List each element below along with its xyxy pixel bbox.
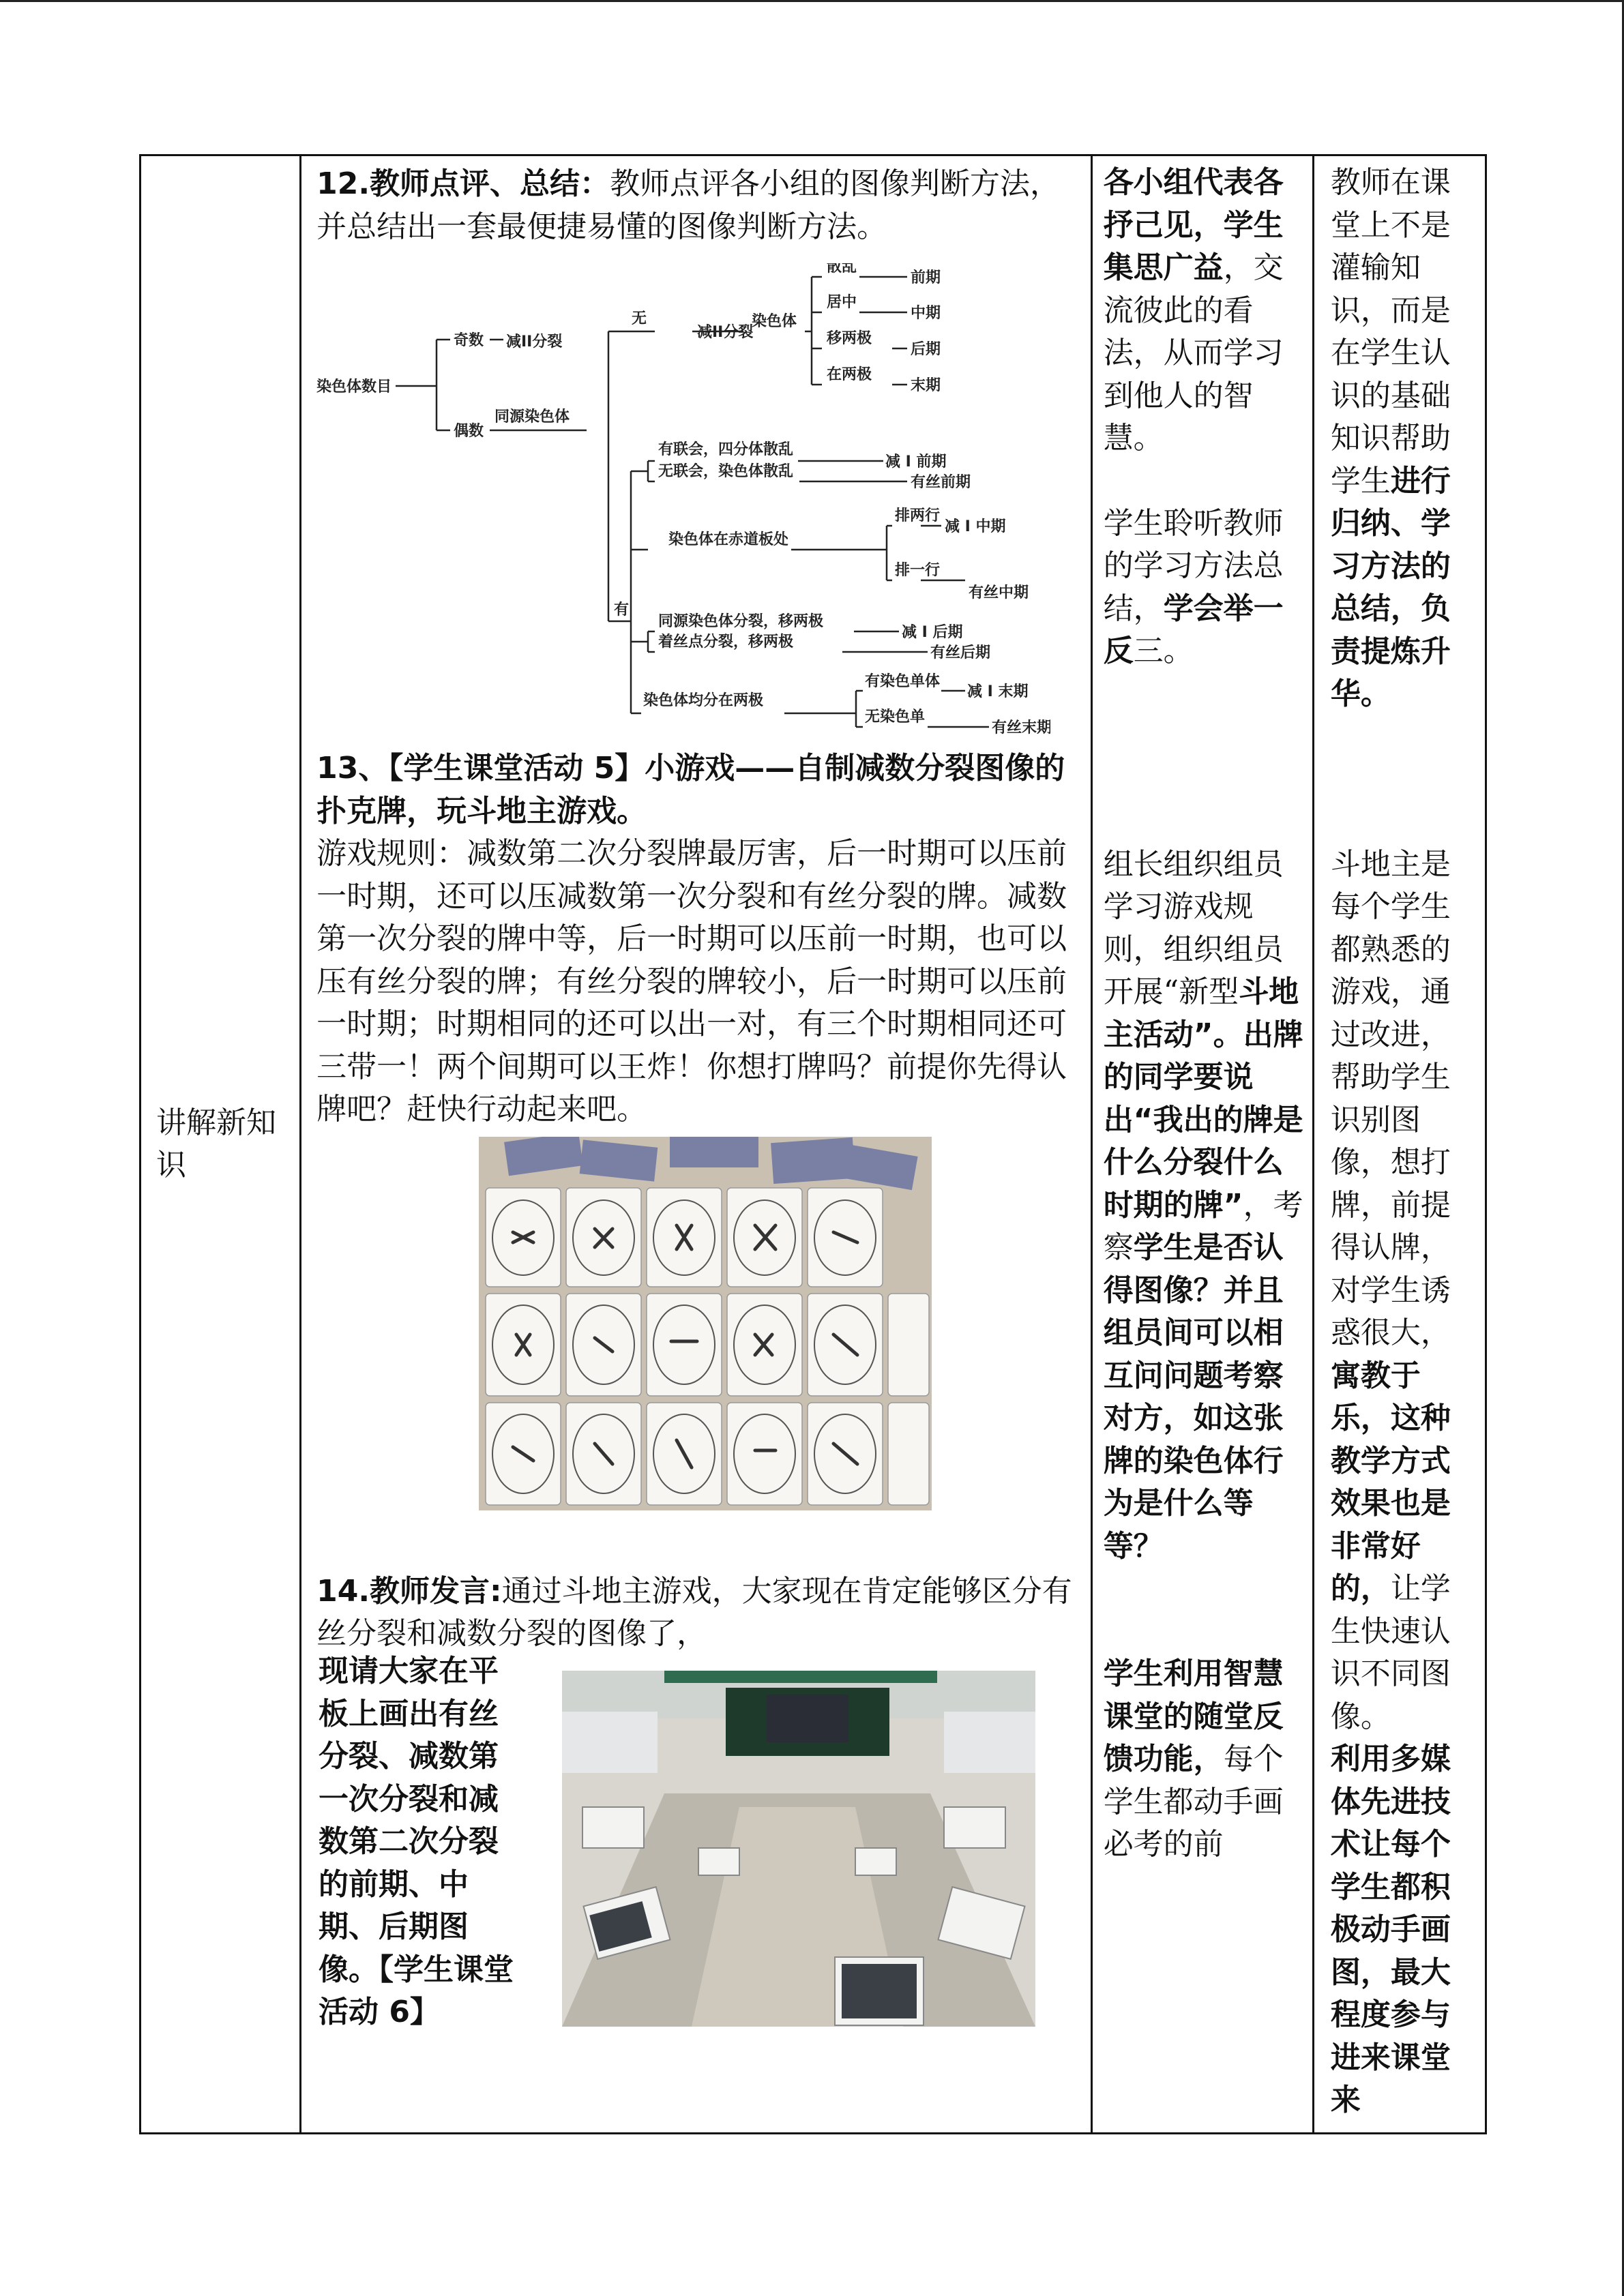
- student-p3-bold2: 学生是否认得图像？并且组员间可以相互问问题考察对方，如这张牌的染色体行为是什么等等？: [1103, 1230, 1284, 1564]
- flow-even: 偶数: [454, 423, 484, 440]
- flow-mit-metaphase: 有丝中期: [969, 584, 1029, 601]
- flow-to-poles: 移两极: [827, 330, 872, 347]
- flow-telophase: 末期: [911, 377, 941, 394]
- flow-root: 染色体数目: [316, 378, 392, 396]
- step14-text: 通过斗地主游戏，大家现在肯定能够区分有丝分裂和减数分裂的图像了，: [316, 1573, 1072, 1651]
- flow-m1-metaphase: 减 I 中期: [945, 518, 1006, 535]
- flow-meiosis2-odd: 减II分裂: [506, 333, 563, 351]
- flow-none: 无: [632, 310, 647, 327]
- step14-title: 14.教师发言:: [316, 1573, 502, 1609]
- step13-title: 【学生课堂活动 5】小游戏——自制减数分裂图像的扑克牌，玩斗地主游戏。: [316, 751, 1065, 829]
- step14-paragraph: [316, 1570, 1081, 1656]
- flow-synapsis: 有联会，四分体散乱: [658, 441, 794, 458]
- flowchart-svg: [314, 263, 1050, 741]
- game-rules: [316, 833, 1081, 1131]
- flow-homolog-sep: 同源染色体分裂，移两极: [658, 613, 824, 630]
- flow-homologous: 同源染色体: [494, 408, 570, 426]
- student-p4-bold: 学生利用智慧课堂的随堂反馈功能，: [1103, 1656, 1284, 1776]
- poker-cards-svg: [479, 1137, 932, 1510]
- flow-no-monad: 无染色单: [865, 709, 926, 726]
- flow-mit-prophase: 有丝前期: [911, 474, 971, 491]
- intent-p2: [1331, 844, 1478, 1739]
- flow-chromosome: 染色体: [752, 313, 797, 330]
- student-p2-end: 三。: [1133, 633, 1194, 668]
- judgment-flowchart: [314, 263, 1050, 741]
- student-p2: [1104, 503, 1304, 673]
- flow-no-synapsis: 无联会，染色体散乱: [658, 463, 794, 480]
- step12-title: 12.教师点评、总结：: [316, 166, 610, 201]
- intent-p2-normal: 斗地主是每个学生都熟悉的游戏，通过改进，帮助学生识别图像，想打牌，前提得认牌，对学生诱惑很大，: [1330, 846, 1451, 1350]
- step12-paragraph: [316, 163, 1081, 248]
- student-p3-bold: 斗地主活动”。出牌的同学要说出“我出的牌是什么分裂什么时期的牌”: [1103, 974, 1303, 1223]
- intent-p2-normal2: 让学生快速认识不同图像。: [1330, 1571, 1451, 1734]
- flow-even-split: 染色体均分在两极: [643, 692, 764, 709]
- student-activity-cell: [1091, 155, 1313, 2134]
- flow-scattered: 散乱: [827, 263, 857, 275]
- flow-center: 居中: [827, 294, 857, 311]
- step13-paragraph: [316, 747, 1081, 833]
- classroom-svg: [562, 1671, 1035, 2027]
- flow-equator: 染色体在赤道板处: [668, 531, 789, 548]
- design-intent-cell: [1313, 155, 1486, 2134]
- student-p1: [1104, 162, 1304, 460]
- intent-p2-bold: 寓教于乐，这种教学方式效果也是非常好的，: [1330, 1358, 1451, 1606]
- flow-anaphase: 后期: [911, 341, 941, 358]
- smart-classroom-photo: [562, 1671, 1035, 2027]
- student-p4-normal: 每个学生都动手画必考的前: [1103, 1742, 1284, 1862]
- flow-metaphase: 中期: [911, 305, 941, 322]
- student-p3-normal2: ，考察: [1103, 1187, 1303, 1265]
- flow-mit-anaphase: 有丝后期: [930, 644, 991, 661]
- stage-cell: [141, 155, 301, 2134]
- flow-two-rows: 排两行: [895, 507, 941, 524]
- flow-centromere-sep: 着丝点分裂，移两极: [658, 633, 794, 651]
- flow-one-row: 排一行: [895, 562, 941, 579]
- flow-m1-anaphase: 减 I 后期: [902, 624, 963, 641]
- intent-p3-bold: 利用多媒体先进技术让每个学生都积极动手画图，最大程度参与进来课堂来: [1330, 1742, 1451, 2117]
- flow-m1-telophase: 减 I 末期: [967, 683, 1029, 700]
- intent-p1-normal: 教师在课堂上不是灌输知识，而是在学生认识的基础知识帮助学生: [1330, 165, 1451, 498]
- step14-bold: 现请大家在平板上画出有丝分裂、减数第一次分裂和减数第二次分裂的前期、中期、后期图像。【学生课堂活动 6】: [319, 1654, 514, 2029]
- poker-cards-photo: [479, 1137, 932, 1510]
- student-p1-bold: 各小组代表各抒己见，学生集思广益: [1103, 165, 1284, 285]
- flow-m1-prophase: 减 I 前期: [885, 453, 947, 471]
- step14-wrap-text: [319, 1650, 523, 2034]
- intent-p3: [1331, 1738, 1478, 2122]
- flow-prophase: 前期: [911, 269, 941, 286]
- student-p2-normal: 学生聆听教师的学习方法总结，: [1103, 505, 1284, 626]
- step13-num: 13、: [316, 751, 389, 786]
- flow-odd: 奇数: [454, 332, 484, 349]
- student-p1-normal: ，交流彼此的看法，从而学习到他人的智慧。: [1103, 250, 1284, 456]
- flow-has-monad: 有染色单体: [865, 673, 941, 690]
- step12-text: 教师点评各小组的图像判断方法，并总结出一套最便捷易懂的图像判断方法。: [316, 166, 1061, 244]
- flow-at-poles: 在两极: [827, 366, 872, 383]
- flow-meiosis2: 减II分裂: [697, 324, 754, 341]
- intent-p1: [1331, 162, 1478, 716]
- student-p3: [1104, 844, 1304, 1568]
- flow-has: 有: [614, 601, 630, 618]
- page-top-border: [0, 0, 1624, 2]
- student-p3-normal: 组长组织组员学习游戏规则，组织组员开展“新型: [1103, 846, 1284, 1009]
- stage-label: 讲解新知识: [156, 1105, 276, 1182]
- student-p4: [1104, 1653, 1304, 1866]
- student-p2-bold: 学会举一反: [1103, 591, 1284, 668]
- game-rules-text: 减数第二次分裂牌最厉害，后一时期可以压前一时期，还可以压减数第一次分裂和有丝分裂的牌。减数第一次分裂的牌中等，后一时期可以压前一时期，也可以压有丝分裂的牌；有丝分裂的牌较小，后一时期可以压前一时期；时期相同的还可以出一对，有三个时期相同还可三带一！两个间期可以王炸！你想打牌吗？前提你先得认牌吧？赶快行动起来吧。: [316, 836, 1067, 1127]
- flow-mit-telophase: 有丝末期: [992, 719, 1051, 736]
- intent-p1-bold: 进行归纳、学习方法的总结，负责提炼升华。: [1330, 463, 1451, 711]
- game-rules-label: 游戏规则：: [316, 836, 467, 871]
